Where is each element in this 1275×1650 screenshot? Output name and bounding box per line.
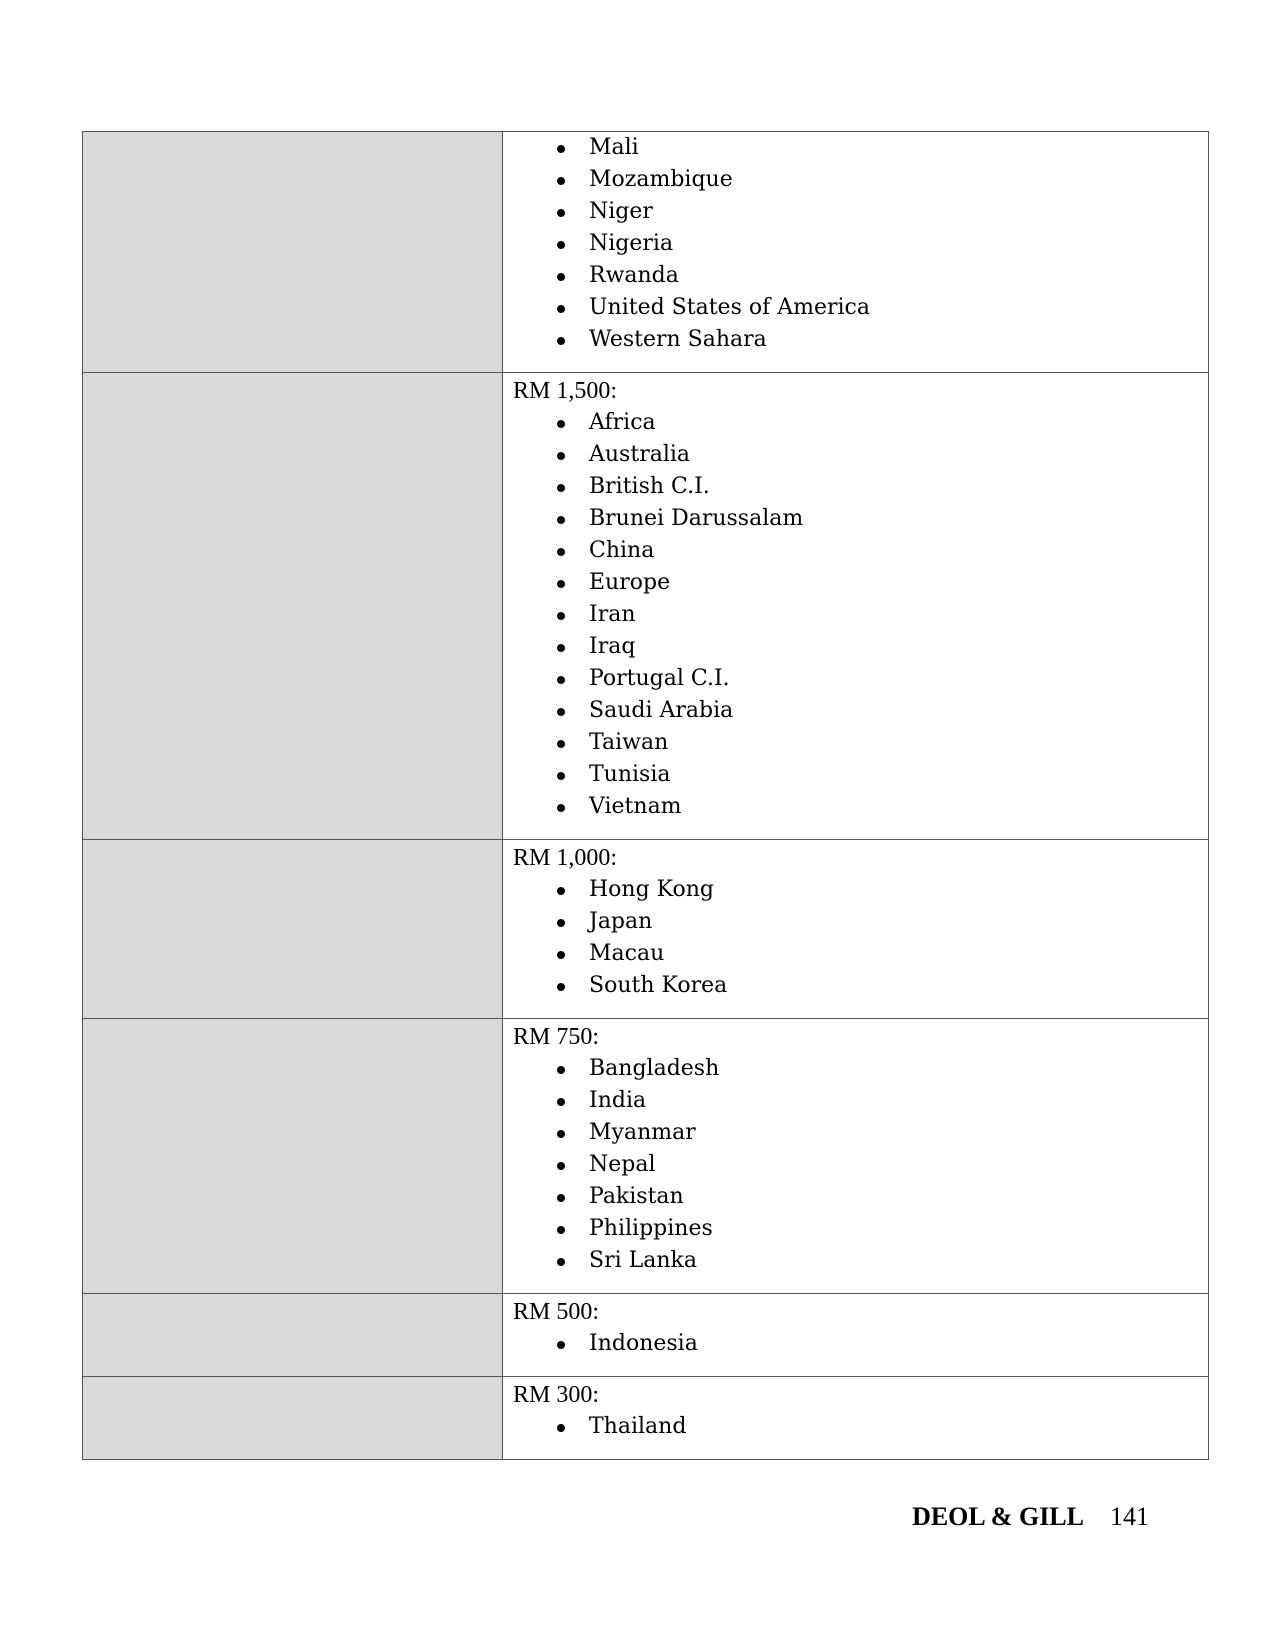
bullet-icon bbox=[557, 241, 565, 249]
country-item bbox=[513, 132, 1198, 164]
shaded-cell bbox=[83, 132, 503, 373]
country-list bbox=[513, 1328, 1198, 1360]
country-item bbox=[513, 1181, 1198, 1213]
bullet-icon bbox=[557, 1226, 565, 1234]
shaded-cell bbox=[83, 373, 503, 840]
country-item bbox=[513, 503, 1198, 535]
country-name: United States of America bbox=[589, 295, 870, 320]
bullet-icon bbox=[557, 1194, 565, 1202]
country-item bbox=[513, 970, 1198, 1002]
rate-label: RM 500: bbox=[513, 1299, 600, 1325]
country-item bbox=[513, 535, 1198, 567]
country-name: Europe bbox=[589, 570, 671, 595]
country-item bbox=[513, 1213, 1198, 1245]
bullet-icon bbox=[557, 548, 565, 556]
bullet-icon bbox=[557, 452, 565, 460]
bullet-icon bbox=[557, 420, 565, 428]
country-name: Vietnam bbox=[589, 794, 682, 819]
country-name: Saudi Arabia bbox=[589, 698, 734, 723]
bullet-icon bbox=[557, 644, 565, 652]
page-footer bbox=[912, 1502, 1149, 1532]
fee-row bbox=[83, 840, 1209, 1019]
country-name: China bbox=[589, 538, 655, 563]
country-name: Mozambique bbox=[589, 167, 733, 192]
country-name: Japan bbox=[589, 909, 653, 934]
country-item bbox=[513, 1328, 1198, 1360]
country-name: Iraq bbox=[589, 634, 636, 659]
country-name: Indonesia bbox=[589, 1331, 698, 1356]
shaded-cell bbox=[83, 840, 503, 1019]
rate-cell bbox=[503, 132, 1209, 373]
country-item bbox=[513, 1411, 1198, 1443]
country-item bbox=[513, 874, 1198, 906]
bullet-icon bbox=[557, 1130, 565, 1138]
country-item bbox=[513, 727, 1198, 759]
country-item bbox=[513, 759, 1198, 791]
country-name: Brunei Darussalam bbox=[589, 506, 804, 531]
country-name: Australia bbox=[589, 442, 691, 467]
page-number: 141 bbox=[1110, 1502, 1149, 1531]
country-item bbox=[513, 695, 1198, 727]
country-name: Bangladesh bbox=[589, 1056, 720, 1081]
bullet-icon bbox=[557, 919, 565, 927]
country-item bbox=[513, 1117, 1198, 1149]
rate-label: RM 1,500: bbox=[513, 378, 618, 404]
country-name: Africa bbox=[589, 410, 656, 435]
rate-label: RM 750: bbox=[513, 1024, 600, 1050]
country-item bbox=[513, 567, 1198, 599]
fee-row bbox=[83, 1294, 1209, 1377]
country-name: South Korea bbox=[589, 973, 728, 998]
bullet-icon bbox=[557, 1258, 565, 1266]
rate-label: RM 300: bbox=[513, 1382, 600, 1408]
fee-row bbox=[83, 132, 1209, 373]
country-name: British C.I. bbox=[589, 474, 710, 499]
bullet-icon bbox=[557, 1162, 565, 1170]
country-item bbox=[513, 1149, 1198, 1181]
country-name: Tunisia bbox=[589, 762, 671, 787]
country-list bbox=[513, 132, 1198, 356]
bullet-icon bbox=[557, 516, 565, 524]
country-name: Myanmar bbox=[589, 1120, 696, 1145]
country-name: Western Sahara bbox=[589, 327, 767, 352]
country-name: India bbox=[589, 1088, 647, 1113]
country-item bbox=[513, 791, 1198, 823]
country-item bbox=[513, 1053, 1198, 1085]
country-name: Macau bbox=[589, 941, 665, 966]
country-item bbox=[513, 407, 1198, 439]
country-item bbox=[513, 938, 1198, 970]
rate-cell bbox=[503, 1019, 1209, 1294]
bullet-icon bbox=[557, 484, 565, 492]
country-name: Nepal bbox=[589, 1152, 656, 1177]
bullet-icon bbox=[557, 708, 565, 716]
country-item bbox=[513, 228, 1198, 260]
bullet-icon bbox=[557, 145, 565, 153]
fee-row bbox=[83, 1019, 1209, 1294]
country-name: Mali bbox=[589, 135, 639, 160]
country-item bbox=[513, 196, 1198, 228]
bullet-icon bbox=[557, 305, 565, 313]
country-item bbox=[513, 599, 1198, 631]
bullet-icon bbox=[557, 951, 565, 959]
country-item bbox=[513, 324, 1198, 356]
country-item bbox=[513, 292, 1198, 324]
fee-table bbox=[82, 131, 1209, 1460]
rate-cell bbox=[503, 1377, 1209, 1460]
bullet-icon bbox=[557, 209, 565, 217]
bullet-icon bbox=[557, 983, 565, 991]
bullet-icon bbox=[557, 1341, 565, 1349]
country-name: Pakistan bbox=[589, 1184, 684, 1209]
country-item bbox=[513, 439, 1198, 471]
rate-cell bbox=[503, 1294, 1209, 1377]
country-name: Niger bbox=[589, 199, 653, 224]
fee-row bbox=[83, 1377, 1209, 1460]
country-name: Nigeria bbox=[589, 231, 674, 256]
country-name: Iran bbox=[589, 602, 636, 627]
shaded-cell bbox=[83, 1294, 503, 1377]
country-name: Portugal C.I. bbox=[589, 666, 730, 691]
country-name: Sri Lanka bbox=[589, 1248, 697, 1273]
country-name: Taiwan bbox=[589, 730, 669, 755]
country-item bbox=[513, 631, 1198, 663]
bullet-icon bbox=[557, 804, 565, 812]
bullet-icon bbox=[557, 337, 565, 345]
bullet-icon bbox=[557, 676, 565, 684]
country-item bbox=[513, 471, 1198, 503]
country-item bbox=[513, 164, 1198, 196]
country-list bbox=[513, 1411, 1198, 1443]
country-list bbox=[513, 407, 1198, 823]
country-name: Hong Kong bbox=[589, 877, 715, 902]
fee-row bbox=[83, 373, 1209, 840]
bullet-icon bbox=[557, 1424, 565, 1432]
shaded-cell bbox=[83, 1377, 503, 1460]
shaded-cell bbox=[83, 1019, 503, 1294]
bullet-icon bbox=[557, 177, 565, 185]
country-item bbox=[513, 663, 1198, 695]
country-name: Philippines bbox=[589, 1216, 713, 1241]
bullet-icon bbox=[557, 772, 565, 780]
country-name: Rwanda bbox=[589, 263, 679, 288]
country-list bbox=[513, 874, 1198, 1002]
bullet-icon bbox=[557, 612, 565, 620]
bullet-icon bbox=[557, 887, 565, 895]
bullet-icon bbox=[557, 1098, 565, 1106]
country-item bbox=[513, 1245, 1198, 1277]
footer-authors: DEOL & GILL bbox=[912, 1502, 1084, 1531]
rate-label: RM 1,000: bbox=[513, 845, 618, 871]
bullet-icon bbox=[557, 740, 565, 748]
country-list bbox=[513, 1053, 1198, 1277]
country-item bbox=[513, 260, 1198, 292]
country-item bbox=[513, 906, 1198, 938]
country-item bbox=[513, 1085, 1198, 1117]
rate-cell bbox=[503, 373, 1209, 840]
rate-cell bbox=[503, 840, 1209, 1019]
bullet-icon bbox=[557, 273, 565, 281]
bullet-icon bbox=[557, 1066, 565, 1074]
bullet-icon bbox=[557, 580, 565, 588]
country-name: Thailand bbox=[589, 1414, 687, 1439]
fee-table-body bbox=[83, 132, 1209, 1460]
